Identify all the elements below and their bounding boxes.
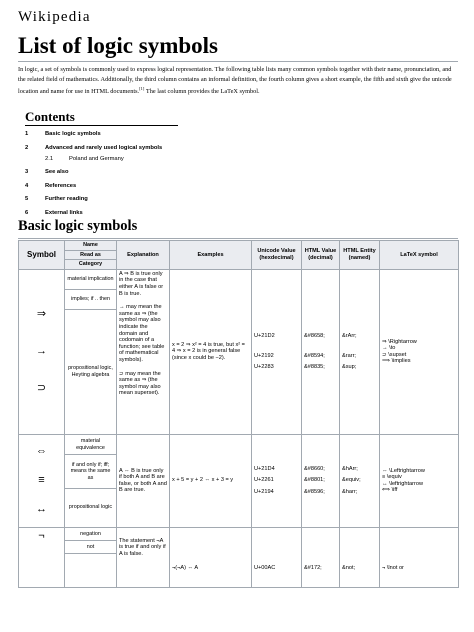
name-material-implication[interactable]: material implication [65,270,116,290]
header-name-group [65,241,117,270]
toc-label: Basic logic symbols [45,131,101,137]
cell-name-group [65,527,117,587]
symbol-superset: ⊃ [36,382,47,395]
html-entity: &equiv; [342,477,361,484]
cell-html-entity: &not; [340,527,380,587]
symbol-rightwards-double-arrow: ⇒ [36,308,47,321]
contents-divider [25,125,178,126]
html-value: &#8801; [304,477,325,484]
header-html-value: HTML Value (decimal) [302,241,340,270]
symbol-not-sign: ¬ [38,529,45,542]
section-heading-basic-logic-symbols: Basic logic symbols [18,218,458,239]
toc-item-basic-logic-symbols[interactable] [25,128,225,142]
cell-latex [380,269,459,434]
explanation-text: → may mean the same as ⇒ (the symbol may also indicate the domain and codomain of a function; see table of mathematical symbols). [119,304,165,363]
header-latex: LaTeX symbol [380,241,459,270]
cell-unicode [252,434,302,527]
latex-symbol: → \to [382,345,396,352]
html-value: &#8835; [304,364,325,371]
explanation-text: A ⇒ B is true only in the case that either A is false or B is true. [119,270,164,297]
toc-label: Poland and Germany [69,156,124,162]
toc-item-advanced-symbols[interactable] [25,142,225,156]
explanation-text: ⊃ may mean the same as ⇒ (the symbol may also mean superset). [119,370,161,397]
cell-unicode: U+00AC [252,527,302,587]
intro-line-3: short example, the fifth and sixth give the unicode location and name for use in HTML documents. [18,75,452,96]
toc-number: 1 [25,131,29,137]
latex-symbol: ⟹ \implies [382,358,411,365]
toc-number: 5 [25,196,29,202]
unicode-value: U+2192 [254,353,274,360]
page-title: List of logic symbols [18,33,458,62]
table-row-equivalence [19,434,459,527]
header-category: Category [65,260,116,269]
cell-html-value [302,269,340,434]
read-as-iff: if and only if; iff; means the same as [65,455,116,489]
cell-example: ¬(¬A) ⇔ A [170,527,252,587]
unicode-value: U+2194 [254,489,274,496]
html-value: &#8594; [304,353,325,360]
toc-number: 4 [25,182,29,189]
latex-symbol: ⇒ \Rightarrow [382,338,417,345]
category-propositional-logic[interactable]: propositional logic [65,489,116,526]
toc-label: See also [45,169,69,175]
html-entity: &sup; [342,364,357,371]
cell-html-entity [340,434,380,527]
category-propositional-logic[interactable]: propositional logic, Heyting algebra [65,310,116,433]
table-row-implication [19,269,459,434]
table-header-row [19,241,459,270]
symbol-rightwards-arrow: → [36,345,47,358]
cell-html-entity [340,269,380,434]
unicode-value: U+21D4 [254,465,275,472]
intro-paragraph [18,65,458,97]
header-name: Name [65,241,116,250]
latex-symbol: ≡ \equiv [382,474,402,481]
toc-number: 2.1 [45,156,54,162]
cell-unicode [252,269,302,434]
logic-symbols-table [18,240,459,588]
cell-symbols [19,269,65,434]
toc-item-see-also[interactable] [25,166,225,180]
html-entity: &rarr; [342,353,356,360]
reference-link[interactable]: [1] [139,86,145,92]
symbol-left-right-arrow: ↔ [36,503,47,516]
name-negation[interactable]: negation [65,528,116,541]
header-symbol: Symbol [19,241,65,270]
latex-symbol: ⊃ \supset [382,351,407,358]
intro-line-1: In logic, a set of symbols is commonly used to express logical representation. The following table lists many common symbols together with their [18,66,386,73]
toc-label: References [45,182,77,189]
cell-latex [380,434,459,527]
html-value: &#8596; [304,489,325,496]
cell-symbols [19,434,65,527]
cell-html-value [302,434,340,527]
read-as-not: not [65,541,116,554]
table-row-negation [19,527,459,587]
header-examples: Examples [170,241,252,270]
toc-item-poland-and-germany[interactable] [25,155,225,163]
name-material-equivalence[interactable]: material equivalence [65,435,116,455]
unicode-value: U+2261 [254,477,274,484]
table-of-contents [25,128,225,220]
html-entity: &harr; [342,489,358,496]
cell-symbols [19,527,65,587]
cell-example: x + 5 = y + 2 ⇔ x + 3 = y [170,434,252,527]
header-unicode: Unicode Value (hexdecimal) [252,241,302,270]
toc-label: Advanced and rarely used logical symbols [45,144,163,151]
latex-symbol: ⟺ \iff [382,487,398,494]
html-entity: &rArr; [342,332,357,339]
toc-item-further-reading[interactable] [25,193,225,207]
header-explanation: Explanation [117,241,170,270]
unicode-value: U+21D2 [254,332,275,339]
header-html-entity: HTML Entity (named) [340,241,380,270]
symbol-identical-to: ≡ [38,474,45,487]
read-as-implies: implies; if .. then [65,290,116,310]
html-value: &#8660; [304,465,325,472]
toc-item-references[interactable] [25,180,225,194]
unicode-value: U+2283 [254,364,274,371]
header-read-as: Read as [65,250,116,260]
wikipedia-wordmark[interactable]: Wikipedia [18,9,91,25]
toc-number: 6 [25,209,29,216]
toc-number: 3 [25,169,29,175]
cell-explanation: The statement ¬A is true if and only if A is false. [117,527,170,587]
cell-explanation: A ⇔ B is true only if both A and B are false, or both A and B are true. [117,434,170,527]
cell-explanation [117,269,170,434]
cell-name-group [65,269,117,434]
symbol-left-right-double-arrow: ⇔ [36,445,47,458]
cell-html-value: &#172; [302,527,340,587]
toc-number: 2 [25,144,29,151]
intro-line-4: The last column provides the LaTeX symbol. [144,88,260,96]
toc-label: External links [45,209,83,216]
cell-example: x = 2 ⇒ x² = 4 is true, but x² = 4 ⇒ x = 2 is in general false (since x could be −2). [170,269,252,434]
latex-symbol: ↔ \leftrightarrow [382,480,424,487]
cell-latex: ¬ \lnot or [380,527,459,587]
contents-heading: Contents [25,109,75,124]
latex-symbol: ⇔ \Leftrightarrow [382,467,425,474]
html-value: &#8658; [304,332,325,339]
html-entity: &hArr; [342,465,358,472]
intro-line-2: name, pronunciation, and the related field of mathematics. Additionally, the third column contains an informal definition, the fourth column gives a [18,66,452,83]
toc-label: Further reading [45,196,88,202]
cell-name-group [65,434,117,527]
